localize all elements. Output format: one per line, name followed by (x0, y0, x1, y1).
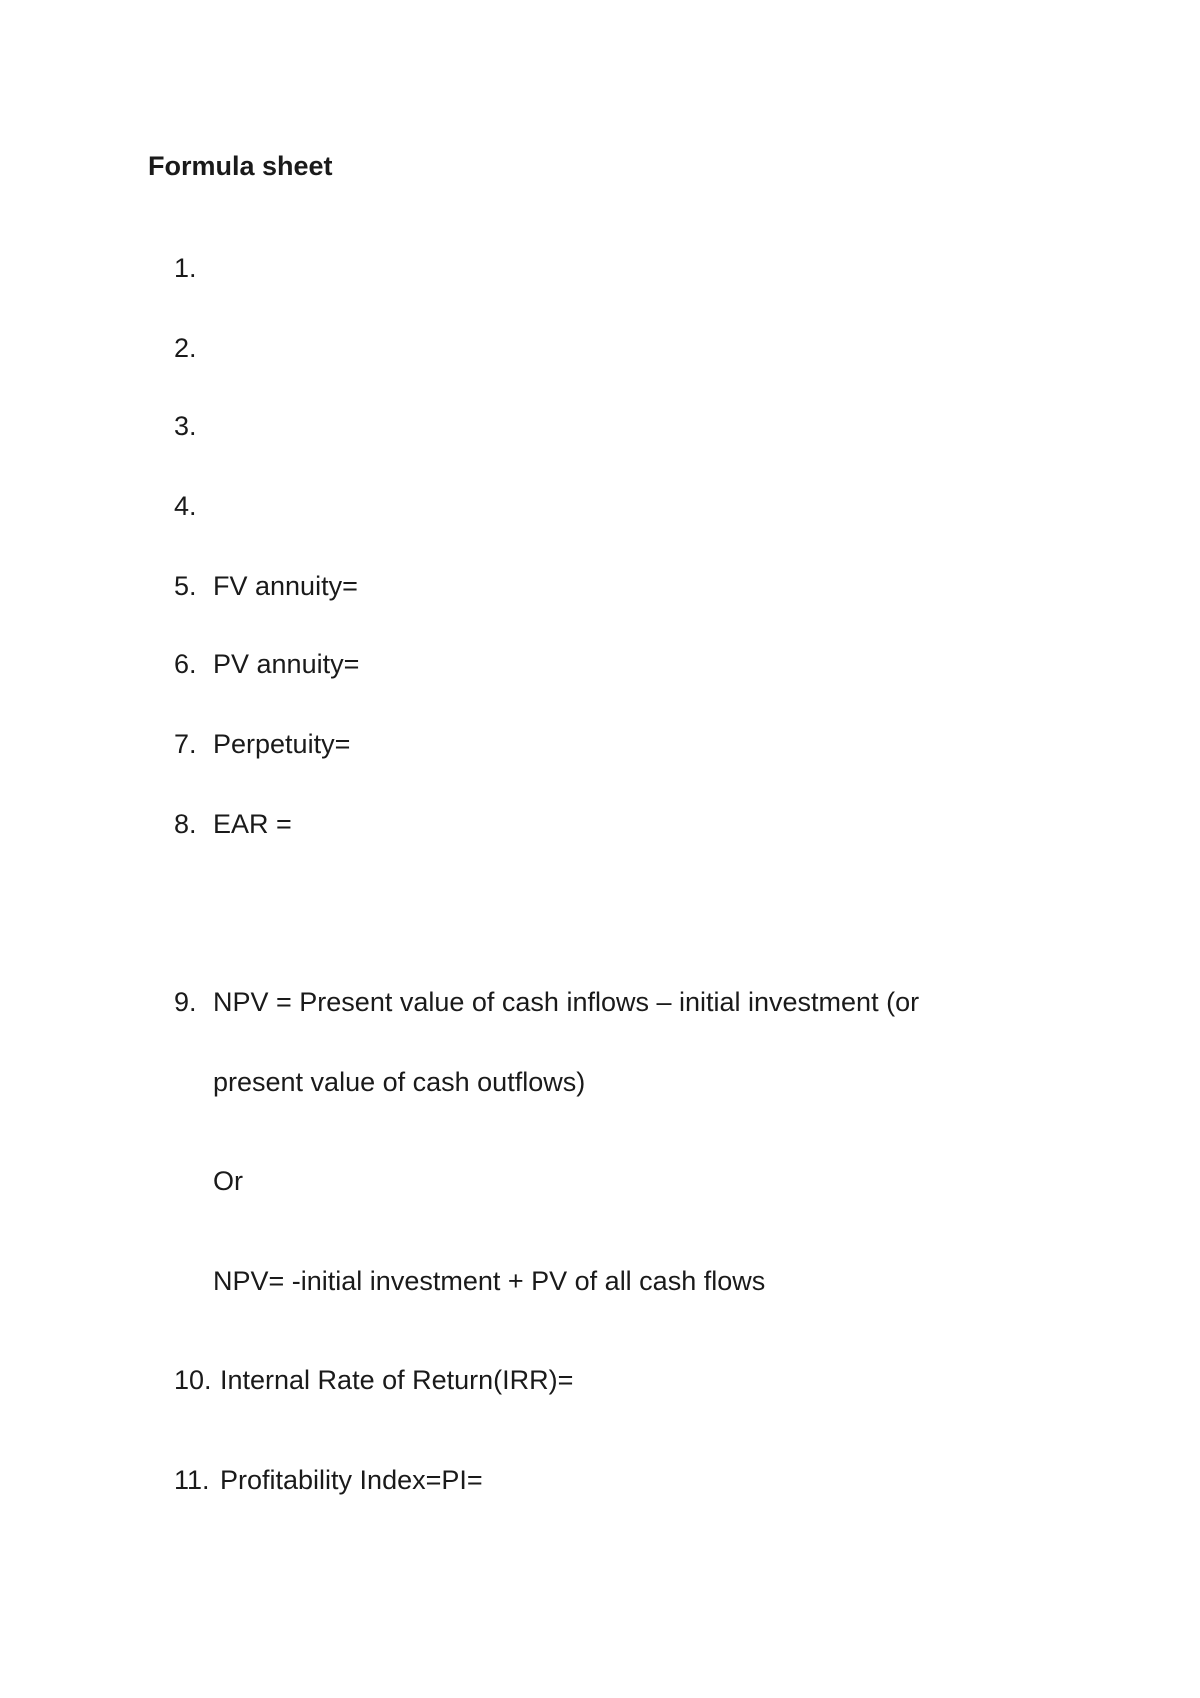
item-number: 9. (174, 987, 197, 1017)
item-text: Internal Rate of Return(IRR)= (220, 1365, 574, 1395)
item-text: FV annuity= (213, 571, 358, 601)
npv-alternative-text: NPV= -initial investment + PV of all cash flows (213, 1266, 766, 1296)
item-number: 4. (174, 491, 197, 521)
item-number: 5. (174, 571, 197, 601)
item-number: 11. (174, 1465, 210, 1495)
item-text: Perpetuity= (213, 729, 351, 759)
item-number: 6. (174, 649, 197, 679)
npv-continuation-text: present value of cash outflows) (213, 1067, 586, 1097)
item-text: Profitability Index=PI= (220, 1465, 483, 1495)
item-text: NPV = Present value of cash inflows – initial investment (or (213, 987, 920, 1017)
item-number: 2. (174, 333, 197, 363)
item-number: 1. (174, 253, 197, 283)
document-title: Formula sheet (148, 151, 333, 181)
item-number: 10. (174, 1365, 212, 1395)
npv-or-text: Or (213, 1166, 243, 1196)
item-number: 3. (174, 411, 197, 441)
item-text: EAR = (213, 809, 292, 839)
item-text: PV annuity= (213, 649, 360, 679)
item-number: 7. (174, 729, 197, 759)
item-number: 8. (174, 809, 197, 839)
